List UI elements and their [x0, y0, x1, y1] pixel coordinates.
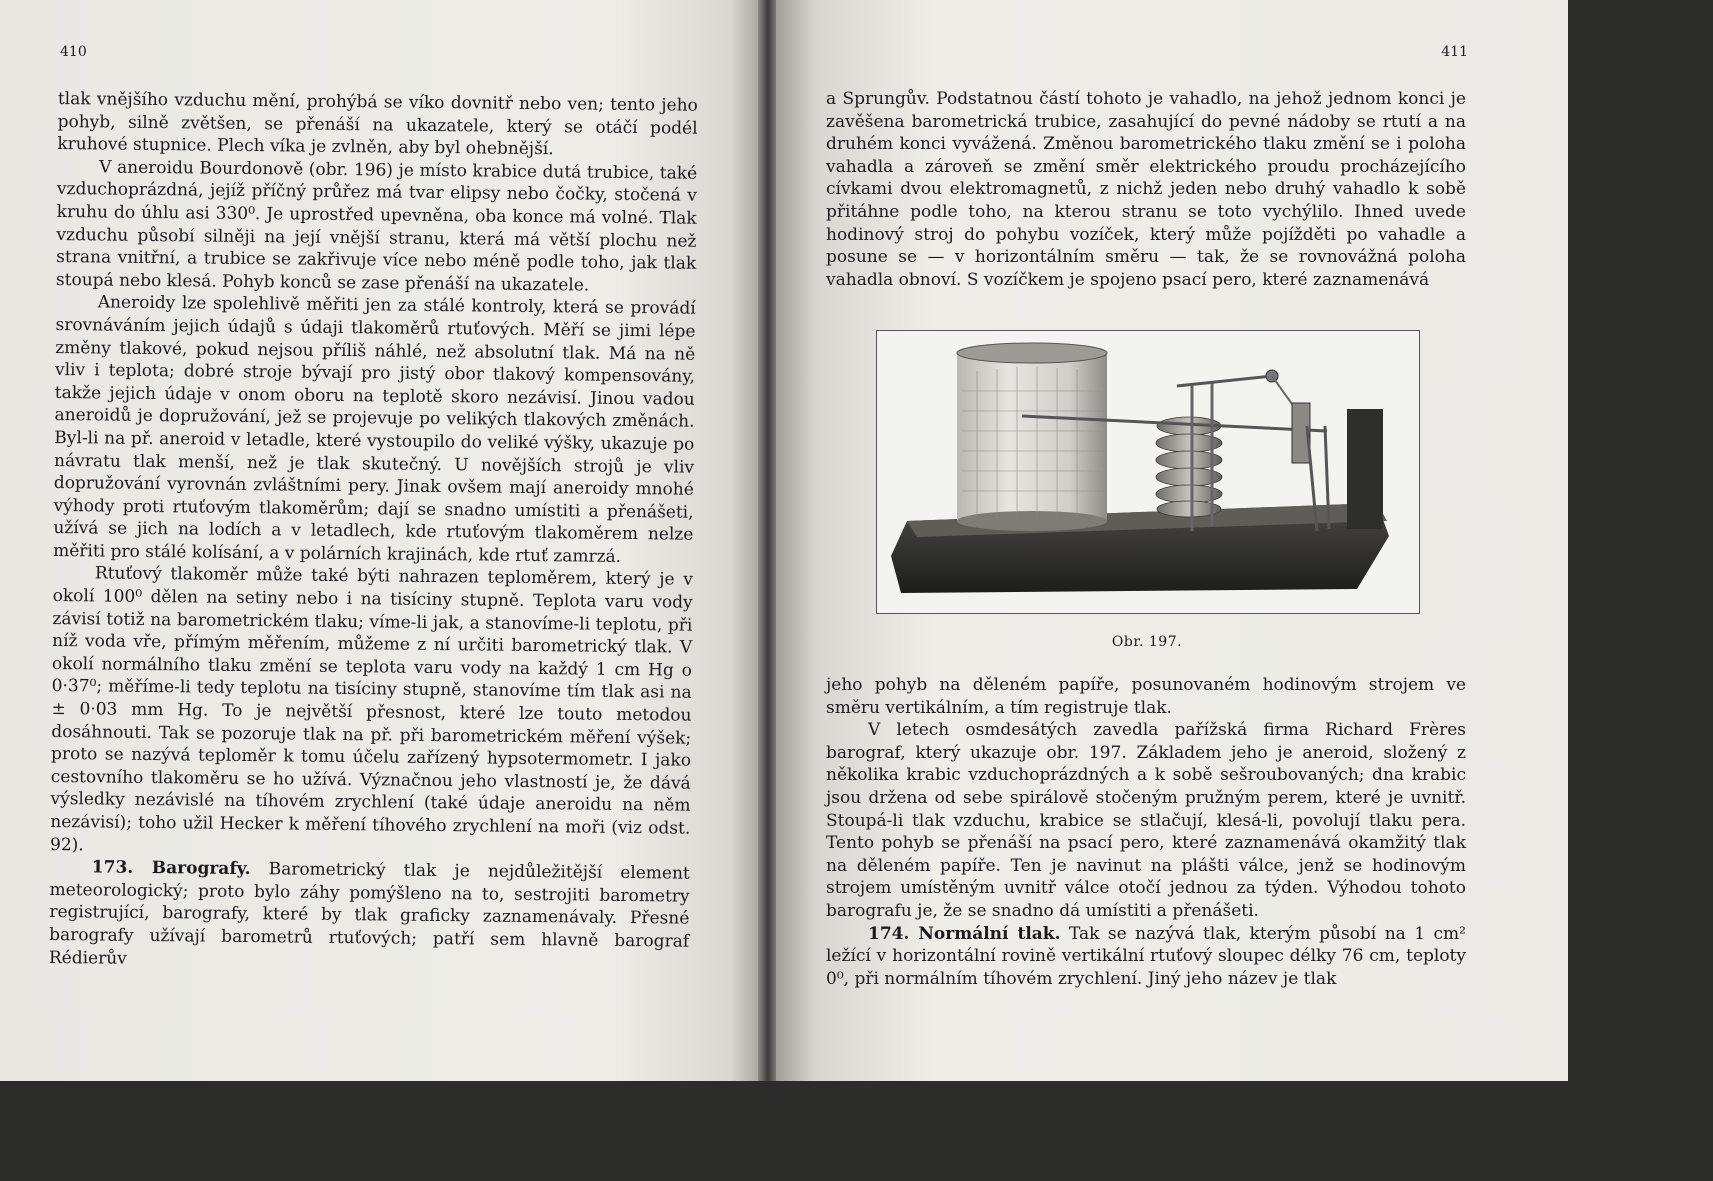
left-page-body: [49, 88, 698, 976]
right-page-body-bottom: [826, 674, 1466, 990]
left-page-number: 410: [60, 44, 87, 60]
right-page-body-top: [826, 88, 1466, 291]
left-page: [0, 0, 760, 1081]
paragraph: tlak vnějšího vzduchu mění, prohýbá se víko dovnitř nebo ven; tento jeho pohyb, silně zvětšen, se přenáší na ukazatele, který se otáčí podél kruhové stupnice. Plech víka je zvlněn, aby byl ohebnější.: [57, 88, 698, 160]
paragraph: a Sprungův. Podstatnou částí tohoto je vahadlo, na jehož jednom konci je zavěšena barometrická trubice, zasahující do pevné nádoby se rtutí a na druhém konci vyvážená. Změnou barometrického tlaku změní se i poloha vahadla a zároveň se změní směr elektrického proudu procházejícího cívkami dvou elektromagnetů, z nichž jeden nebo druhý vahadlo k sobě přitáhne podle toho, na kterou stranu se toto vychýlilo. Ihned uvede hodinový stroj do pohybu vozíček, který může pojížděti po vahadle a posune se — v horizontálním směru — tak, že se rovnovážná poloha vahadla obnoví. S vozíčkem je spojeno psací pero, které zaznamenává: [826, 89, 1466, 290]
section-173: [49, 856, 690, 976]
right-page: [776, 0, 1568, 1081]
book-gutter: [758, 0, 778, 1081]
barograph-illustration: [877, 331, 1419, 613]
paragraph: Aneroidy lze spolehlivě měřiti jen za stálé kontroly, která se provádí srovnáváním jejich údajů s údaji tlakoměrů rtuťových. Měří se jimi lépe změny tlakové, pokud nejsou příliš náhlé, než absolutní tlak. Má na ně vliv i teplota; dobré stroje bývají pro jistý obor tlakový kompensovány, takže jejich údaje v onom oboru na teplotě skoro nezávisí. Jinou vadou aneroidů je dopružování, jež se projevuje po velikých tlakových změnách. Byl-li na př. aneroid v letadle, které vystoupilo do veliké výšky, ukazuje po návratu tlak menší, než je tlak skutečný. U novějších strojů je vliv dopružování vyrovnán zvláštními pery. Jinak ovšem mají aneroidy mnohé výhody proti rtuťovým tlakoměrům; dají se snadno umístiti a přenášeti, užívá se jich na lodích a v letadlech, kde rtuťovým tlakoměrem nelze měřiti pro stálé kolísání, a v polárních krajinách, kde rtuť zamrzá.: [53, 292, 696, 567]
paragraph: V aneroidu Bourdonově (obr. 196) je místo krabice dutá trubice, také vzduchoprázdná, jejíž příčný průřez má tvar elipsy nebo čočky, stočená v kruhu do úhlu asi 330⁰. Je uprostřed upevněna, oba konce má volné. Tlak vzduchu působí silněji na její vnější stranu, která má větší plochu než strana vnitřní, a trubice se zakřivuje více nebo méně podle toho, jak tlak stoupá nebo klesá. Pohyb konců se zase přenáší na ukazatele.: [55, 157, 698, 296]
section-text: Barometrický tlak je nejdůležitější element meteorologický; proto bylo záhy pomýšleno na to, sestrojiti barometry registrující, barografy, které by tlak graficky zaznamenávaly. Přesné barografy užívají barometrů rtuťových; patří sem hlavně barograf Rédierův: [48, 859, 690, 969]
section-heading: 174. Normální tlak.: [868, 923, 1061, 944]
section-heading: 173. Barografy.: [91, 857, 251, 880]
section-174: [826, 923, 1466, 991]
section-text: Tak se nazývá tlak, kterým působí na 1 cm² ležící v horizontální rovině vertikální rtuťový sloupec délky 76 cm, teploty 0⁰, při normálním tíhovém zrychlení. Jiný jeho název je tlak: [826, 923, 1466, 989]
right-page-number: 411: [1441, 44, 1468, 60]
paragraph: V letech osmdesátých zavedla pařížská firma Richard Frères barograf, který ukazuje obr. 197. Základem jeho je aneroid, složený z několika krabic vzduchoprázdných a k sobě sešroubovaných; dna krabic jsou držena od sebe spirálově stočeným pružným perem, které je uvnitř. Stoupá-li tlak vzduchu, krabice se stlačují, klesá-li, povolují tlaku pera. Tento pohyb se přenáší na psací pero, které zaznamenává okamžitý tlak na děleném papíře. Ten je navinut na plášti válce, jenž se hodinovým strojem umístěným uvnitř válce otočí jednou za týden. Výhodou tohoto barografu je, že se snadno dá umístiti a přenášeti.: [826, 720, 1466, 921]
figure-caption: Obr. 197.: [1111, 634, 1183, 650]
barograph-figure: [876, 330, 1420, 614]
paragraph: jeho pohyb na děleném papíře, posunovaném hodinovým strojem ve směru vertikálním, a tím registruje tlak.: [826, 675, 1466, 718]
paragraph: Rtuťový tlakoměr může také býti nahrazen teploměrem, který je v okolí 100⁰ dělen na setiny nebo i na tisíciny stupně. Teplota varu vody závisí totiž na barometrickém tlaku; víme-li jak, a stanovíme-li teplotu, při níž voda vře, přímým měřením, můžeme z ní určiti barometrický tlak. V okolí normálního tlaku změní se teplota varu vody na každý 1 cm Hg o 0·37⁰; měříme-li tedy teplotu na tisíciny stupně, stanovíme tím tlak asi na ± 0·03 mm Hg. To je největší přesnost, které lze touto metodou dosáhnouti. Tak se pozoruje tlak na př. při barometrickém měření výšek; proto se nazývá teploměr k tomu účelu zařízený hypsotermometr. I jako cestovního tlakoměru se ho užívá. Význačnou jeho vlastností je, že dává výsledky nezávislé na tíhovém zrychlení (také údaje aneroidu na něm nezávisí); toho užil Hecker k měření tíhového zrychlení na moři (viz odst. 92).: [49, 563, 693, 855]
